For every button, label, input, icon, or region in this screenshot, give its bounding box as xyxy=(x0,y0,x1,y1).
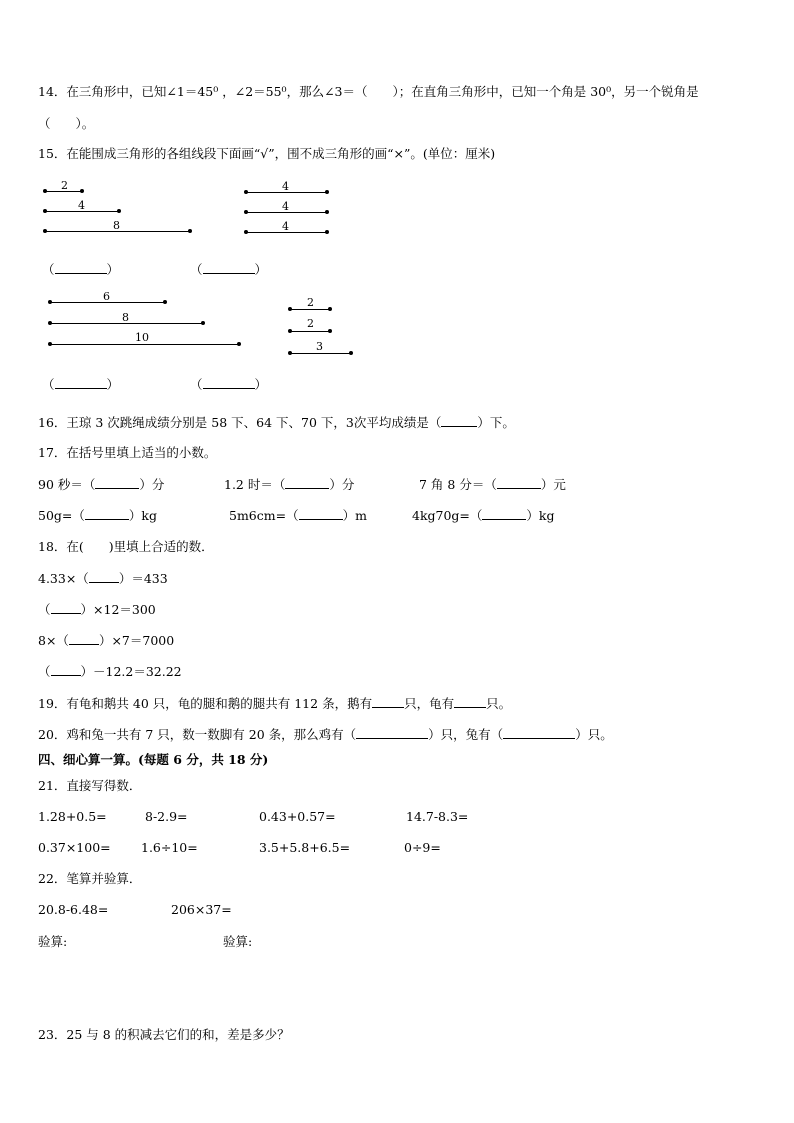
q21-calc: 0÷9= xyxy=(404,840,441,855)
answer-blank[interactable] xyxy=(454,695,486,708)
question-16: 16．王琼 3 次跳绳成绩分别是 58 下、64 下、70 下，3次平均成绩是（ ）下。 xyxy=(38,415,515,430)
answer-blank[interactable] xyxy=(482,507,526,520)
segment-endpoint xyxy=(163,300,167,304)
q21-calc: 14.7-8.3= xyxy=(406,809,469,824)
answer-blank[interactable] xyxy=(372,695,404,708)
q17-item-4: 50g=（ ）kg xyxy=(38,508,157,523)
segment-endpoint xyxy=(328,329,332,333)
segment-length-label: 4 xyxy=(282,200,289,213)
line-segment xyxy=(45,231,190,232)
segment-length-label: 4 xyxy=(78,199,85,212)
line-segment xyxy=(50,344,239,345)
question-22-title: 22．笔算并验算． xyxy=(38,871,142,886)
segment-length-label: 2 xyxy=(307,317,314,330)
q17-item-6: 4kg70g=（ ）kg xyxy=(412,508,555,523)
segment-endpoint xyxy=(80,189,84,193)
segment-length-label: 10 xyxy=(135,331,149,344)
segment-endpoint xyxy=(244,230,248,234)
q17-item-2: 1.2 时＝（ ）分 xyxy=(224,477,355,492)
q21-calc: 8-2.9= xyxy=(145,809,188,824)
answer-blank[interactable] xyxy=(95,476,139,489)
answer-blank[interactable] xyxy=(55,376,107,389)
question-15-text: 15．在能围成三角形的各组线段下面画“√”，围不成三角形的画“×”。(单位：厘米) xyxy=(38,146,496,161)
answer-blank[interactable] xyxy=(85,507,129,520)
segment-endpoint xyxy=(244,210,248,214)
segment-length-label: 4 xyxy=(282,180,289,193)
segment-endpoint xyxy=(325,190,329,194)
question-19: 19．有龟和鹅共 40 只，龟的腿和鹅的腿共有 112 条，鹅有 只，龟有 只。 xyxy=(38,696,512,711)
line-segment xyxy=(45,211,119,212)
question-21-title: 21．直接写得数． xyxy=(38,778,142,793)
segment-length-label: 8 xyxy=(113,219,120,232)
segment-length-label: 8 xyxy=(122,311,129,324)
question-18-title: 18．在( )里填上合适的数． xyxy=(38,539,214,554)
segment-endpoint xyxy=(48,300,52,304)
answer-blank[interactable] xyxy=(503,726,575,739)
segment-length-label: 6 xyxy=(103,290,110,303)
answer-blank[interactable] xyxy=(51,663,81,676)
segment-endpoint xyxy=(325,230,329,234)
segment-endpoint xyxy=(288,351,292,355)
line-segment xyxy=(290,309,330,310)
q22-problem: 206×37= xyxy=(171,902,232,917)
segment-endpoint xyxy=(325,210,329,214)
segment-endpoint xyxy=(237,342,241,346)
line-segment xyxy=(246,192,327,193)
q22-check-label: 验算: xyxy=(223,934,253,949)
question-14-line-1: 14．在三角形中，已知∠1＝45⁰ ，∠2＝55⁰，那么∠3＝（ ）；在直角三角形中，已知一个角是 30⁰，另一个锐角是 xyxy=(38,84,699,99)
line-segment xyxy=(246,232,327,233)
q21-calc: 0.37×100= xyxy=(38,840,111,855)
segment-endpoint xyxy=(48,321,52,325)
segment-endpoint xyxy=(288,329,292,333)
answer-box-group-2[interactable]: （ ） xyxy=(190,262,268,277)
q21-calc: 0.43+0.57= xyxy=(259,809,336,824)
answer-blank[interactable] xyxy=(69,632,99,645)
segment-length-label: 2 xyxy=(61,179,68,192)
line-segment xyxy=(290,331,330,332)
q17-item-3: 7 角 8 分＝（ ）元 xyxy=(419,477,566,492)
answer-blank[interactable] xyxy=(55,261,107,274)
q18-line-4: （ ）－12.2＝32.22 xyxy=(38,664,182,679)
q18-line-2: （ ）×12＝300 xyxy=(38,602,156,617)
segment-endpoint xyxy=(117,209,121,213)
line-segment xyxy=(246,212,327,213)
q21-calc: 3.5+5.8+6.5= xyxy=(259,840,351,855)
q17-item-1: 90 秒＝（ ）分 xyxy=(38,477,165,492)
answer-blank[interactable] xyxy=(497,476,541,489)
answer-box-group-4[interactable]: （ ） xyxy=(190,377,268,392)
segment-endpoint xyxy=(349,351,353,355)
segment-endpoint xyxy=(43,229,47,233)
answer-blank[interactable] xyxy=(356,726,428,739)
answer-blank[interactable] xyxy=(203,261,255,274)
segment-endpoint xyxy=(43,209,47,213)
answer-blank[interactable] xyxy=(51,601,81,614)
line-segment xyxy=(290,353,351,354)
segment-endpoint xyxy=(328,307,332,311)
answer-blank[interactable] xyxy=(285,476,329,489)
question-14-line-2: （ ）。 xyxy=(38,116,95,131)
section-4-heading: 四、细心算一算。(每题 6 分，共 18 分) xyxy=(38,752,269,767)
segment-endpoint xyxy=(288,307,292,311)
answer-box-group-1[interactable]: （ ） xyxy=(42,262,120,277)
question-20: 20．鸡和兔一共有 7 只，数一数脚有 20 条，那么鸡有（ ）只，兔有（ ）只。 xyxy=(38,727,613,742)
question-23: 23．25 与 8 的积减去它们的和，差是多少？ xyxy=(38,1027,290,1042)
segment-length-label: 3 xyxy=(316,340,323,353)
segment-endpoint xyxy=(43,189,47,193)
segment-endpoint xyxy=(188,229,192,233)
line-segment xyxy=(50,302,165,303)
segment-endpoint xyxy=(201,321,205,325)
q22-problem: 20.8-6.48= xyxy=(38,902,109,917)
segment-endpoint xyxy=(48,342,52,346)
segment-endpoint xyxy=(244,190,248,194)
answer-blank[interactable] xyxy=(441,414,477,427)
q18-line-3: 8×（ ）×7＝7000 xyxy=(38,633,175,648)
answer-blank[interactable] xyxy=(89,570,119,583)
answer-blank[interactable] xyxy=(203,376,255,389)
segment-length-label: 2 xyxy=(307,296,314,309)
q18-line-1: 4.33×（ ）＝433 xyxy=(38,571,168,586)
question-17-title: 17．在括号里填上适当的小数。 xyxy=(38,445,217,460)
q21-calc: 1.6÷10= xyxy=(141,840,198,855)
q21-calc: 1.28+0.5= xyxy=(38,809,107,824)
q17-item-5: 5m6cm=（ ）m xyxy=(229,508,367,523)
line-segment xyxy=(50,323,203,324)
answer-box-group-3[interactable]: （ ） xyxy=(42,377,120,392)
segment-length-label: 4 xyxy=(282,220,289,233)
line-segment xyxy=(45,191,82,192)
q22-check-label: 验算: xyxy=(38,934,68,949)
answer-blank[interactable] xyxy=(299,507,343,520)
